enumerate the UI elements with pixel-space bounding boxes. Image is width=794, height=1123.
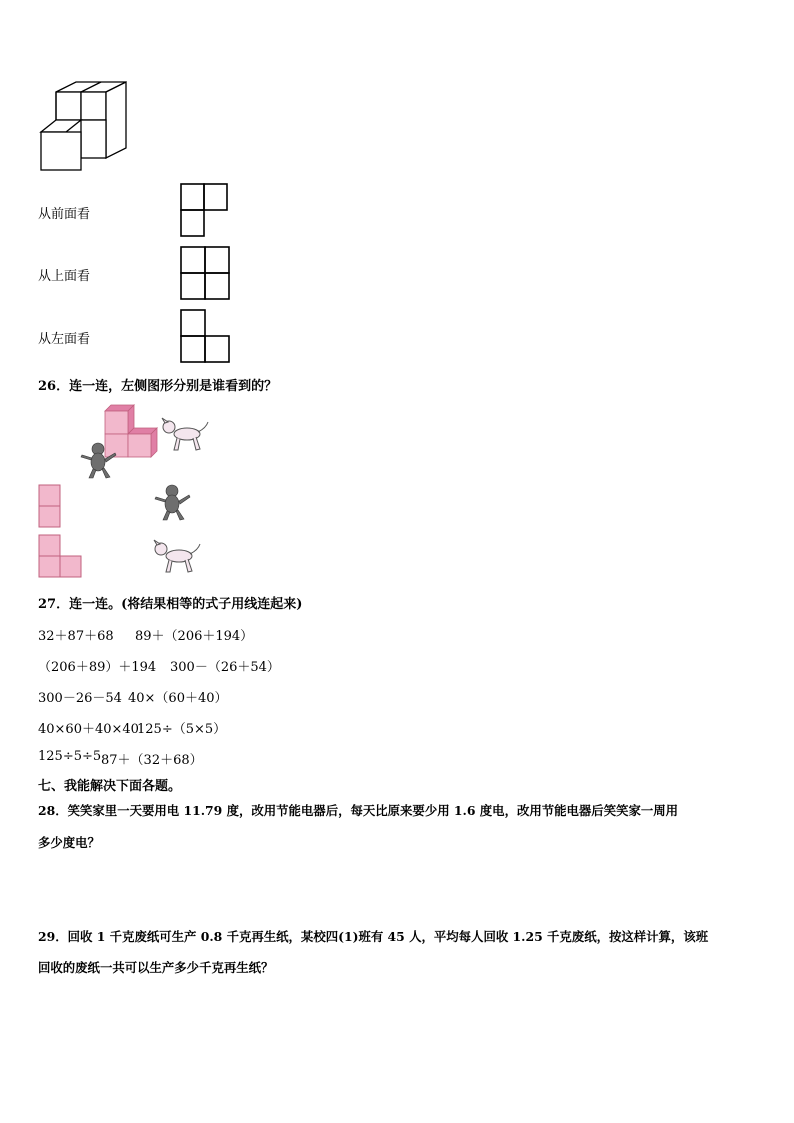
top-view-label: 从上面看 [38,269,91,284]
q28-line1: 28．笑笑家里一天要用电 11.79 度，改用节能电器后，每天比原来要少用 1.6 度电，改用节能电器后笑笑家一周用 [38,803,679,818]
q27-row-2-right: 300－（26＋54） [170,660,280,675]
front-view-label: 从前面看 [38,207,91,222]
q27-row-4-left: 40×60＋40×40 [38,722,139,737]
monkey-icon [78,440,118,480]
dog-icon [160,418,210,454]
q27-row-1-right: 89＋（206＋194） [135,629,254,644]
left-view-shape [180,309,232,365]
cube-stack-figure [38,80,138,170]
q27-row-5-right: 87＋（32＋68） [101,753,203,768]
pink-l-shape [38,534,84,578]
q27-row-2-left: （206＋89）＋194 [38,660,157,675]
q27-row-3-left: 300－26－54 [38,691,122,706]
q26-title: 26．连一连，左侧图形分别是谁看到的？ [38,379,278,394]
left-view-label: 从左面看 [38,332,91,347]
dog-icon-answer [152,540,202,576]
section7-title: 七、我能解决下面各题。 [38,779,182,794]
q27-row-3-right: 40×（60＋40） [128,691,228,706]
q29-line2: 回收的废纸一共可以生产多少千克再生纸？ [38,960,274,975]
q29-line1: 29．回收 1 千克废纸可生产 0.8 千克再生纸，某校四(1)班有 45 人，平均每人回收 1.25 千克废纸，按这样计算，该班 [38,929,709,944]
q27-row-1-left: 32＋87＋68 [38,629,114,644]
q28-line2: 多少度电？ [38,835,100,850]
q27-row-4-right: 125÷（5×5） [137,722,227,737]
monkey-icon-answer [152,482,192,522]
pink-column-shape [38,484,62,528]
front-view-shape [180,183,230,238]
top-view-shape [180,246,232,302]
q27-title: 27．连一连。(将结果相等的式子用线连起来) [38,597,303,612]
q27-row-5-left: 125÷5÷5 [38,749,102,764]
